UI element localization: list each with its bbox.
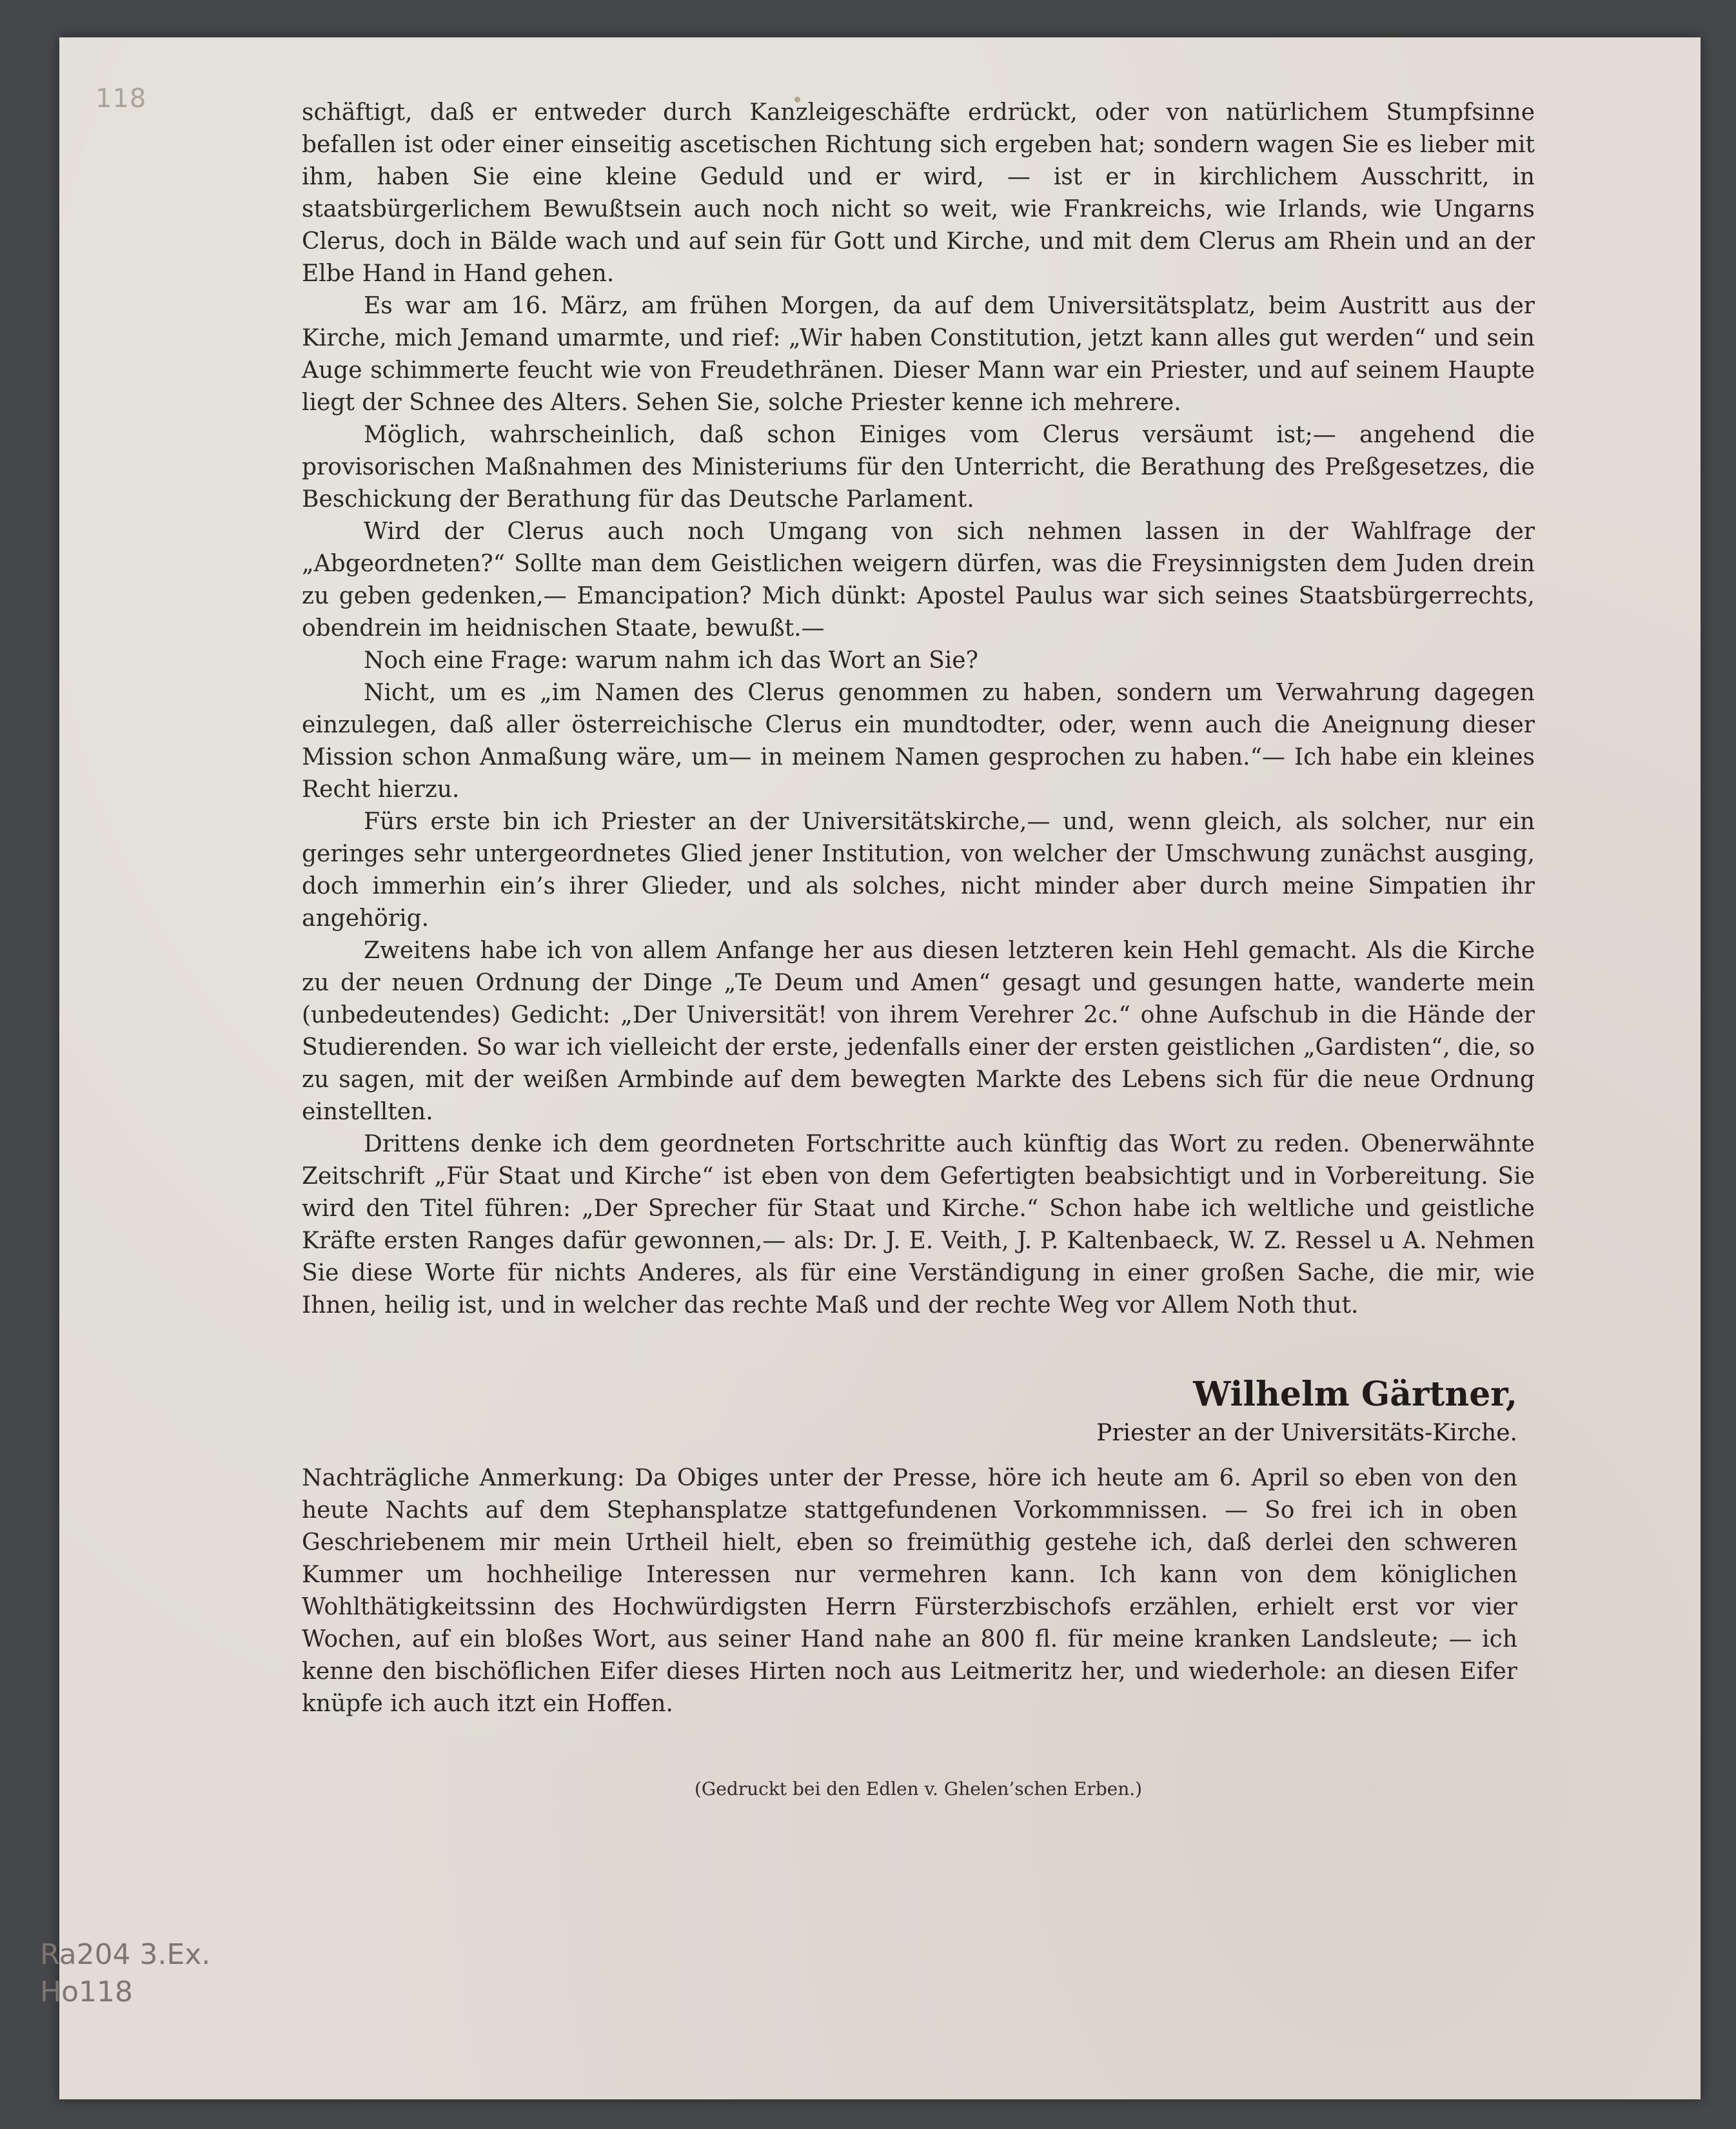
paragraph: schäftigt, daß er entweder durch Kanzleigeschäfte erdrückt, oder von natürlichem Stumpfsinne befallen ist oder einer einseitig ascetischen Richtung sich ergeben hat; sondern wagen Sie es lieber mit ihm, haben Sie eine kleine Geduld und er wird, — ist er in kirchlichem Ausschritt, in staatsbürgerlichem Bewußtsein auch noch nicht so weit, wie Frankreichs, wie Irlands, wie Ungarns Clerus, doch in Bälde wach und auf sein für Gott und Kirche, und mit dem Clerus am Rhein und an der Elbe Hand in Hand gehen. <box>302 99 1535 287</box>
archive-signature-line: Ho118 <box>40 1976 133 2008</box>
paragraph: Fürs erste bin ich Priester an der Universitätskirche,— und, wenn gleich, als solcher, nur ein geringes sehr untergeordnetes Glied jener Institution, von welcher der Umschwung zunächst ausging, doch immerhin ein’s ihrer Glieder, und als solches, nicht minder aber durch meine Simpatien ihr angehörig. <box>302 809 1535 932</box>
postscript-note <box>302 1462 1517 1720</box>
signature-block <box>302 1372 1517 1449</box>
signature-title: Priester an der Universitäts-Kirche. <box>1096 1420 1517 1446</box>
pencil-page-number: 118 <box>95 84 147 113</box>
note-paragraph: Nachträgliche Anmerkung: Da Obiges unter der Presse, höre ich heute am 6. April so eben von den heute Nachts auf dem Stephansplatze stattgefundenen Vorkommnissen. — So frei ich in oben Geschriebenem mir mein Urtheil hielt, eben so freimüthig gestehe ich, daß derlei den schweren Kummer um hochheilige Interessen nur vermehren kann. Ich kann von dem königlichen Wohlthätigkeitssinn des Hochwürdigsten Herrn Fürsterzbischofs erzählen, erhielt erst vor vier Wochen, auf ein bloßes Wort, aus seiner Hand nahe an 800 fl. für meine kranken Landsleute; — ich kenne den bischöflichen Eifer dieses Hirten noch aus Leitmeritz her, und wiederhole: an diesen Eifer knüpfe ich auch itzt ein Hoffen. <box>302 1465 1517 1717</box>
paragraph: Es war am 16. März, am frühen Morgen, da auf dem Universitätsplatz, beim Austritt aus der Kirche, mich Jemand umarmte, und rief: „Wir haben Constitution, jetzt kann alles gut werden“ und sein Auge schimmerte feucht wie von Freudethränen. Dieser Mann war ein Priester, und auf seinem Haupte liegt der Schnee des Alters. Sehen Sie, solche Priester kenne ich mehrere. <box>302 293 1535 416</box>
paragraph: Noch eine Frage: warum nahm ich das Wort an Sie? <box>364 647 978 674</box>
document-body <box>302 97 1535 1322</box>
paragraph: Drittens denke ich dem geordneten Fortschritte auch künftig das Wort zu reden. Obenerwähnte Zeitschrift „Für Staat und Kirche“ ist eben von dem Gefertigten beabsichtigt und in Vorbereitung. Sie wird den Titel führen: „Der Sprecher für Staat und Kirche.“ Schon habe ich weltliche und geistliche Kräfte ersten Ranges dafür gewonnen,— als: Dr. J. E. Veith, J. P. Kaltenbaeck, W. Z. Ressel u A. Nehmen Sie diese Worte für nichts Anderes, als für eine Verständigung in einer großen Sache, die mir, wie Ihnen, heilig ist, und in welcher das rechte Maß und der rechte Weg vor Allem Noth thut. <box>302 1131 1535 1319</box>
signature-name: Wilhelm Gärtner, <box>1193 1375 1517 1414</box>
printer-imprint: (Gedruckt bei den Edlen v. Ghelen’schen Erben.) <box>694 1778 1143 1800</box>
paragraph: Wird der Clerus auch noch Umgang von sich nehmen lassen in der Wahlfrage der „Abgeordneten?“ Sollte man dem Geistlichen weigern dürfen, was die Freysinnigsten dem Juden drein zu geben gedenken,— Emancipation? Mich dünkt: Apostel Paulus war sich seines Staatsbürgerrechts, obendrein im heidnischen Staate, bewußt.— <box>302 518 1535 642</box>
paragraph: Nicht, um es „im Namen des Clerus genommen zu haben, sondern um Verwahrung dagegen einzulegen, daß aller österreichische Clerus ein mundtodter, oder, wenn auch die Aneignung dieser Mission schon Anmaßung wäre, um— in meinem Namen gesprochen zu haben.“— Ich habe ein kleines Recht hierzu. <box>302 680 1535 803</box>
archive-signature <box>40 1936 210 2011</box>
archive-signature-line: Ra204 3.Ex. <box>40 1938 211 1971</box>
paragraph: Zweitens habe ich von allem Anfange her aus diesen letzteren kein Hehl gemacht. Als die Kirche zu der neuen Ordnung der Dinge „Te Deum und Amen“ gesagt und gesungen hatte, wanderte mein (unbedeutendes) Gedicht: „Der Universität! von ihrem Verehrer 2c.“ ohne Aufschub in die Hände der Studierenden. So war ich vielleicht der erste, jedenfalls einer der ersten geistlichen „Gardisten“, die, so zu sagen, mit der weißen Armbinde auf dem bewegten Markte des Lebens sich für die neue Ordnung einstellten. <box>302 937 1535 1125</box>
paragraph: Möglich, wahrscheinlich, daß schon Einiges vom Clerus versäumt ist;— angehend die provisorischen Maßnahmen des Ministeriums für den Unterricht, die Berathung des Preßgesetzes, die Beschickung der Berathung für das Deutsche Parlament. <box>302 422 1535 513</box>
